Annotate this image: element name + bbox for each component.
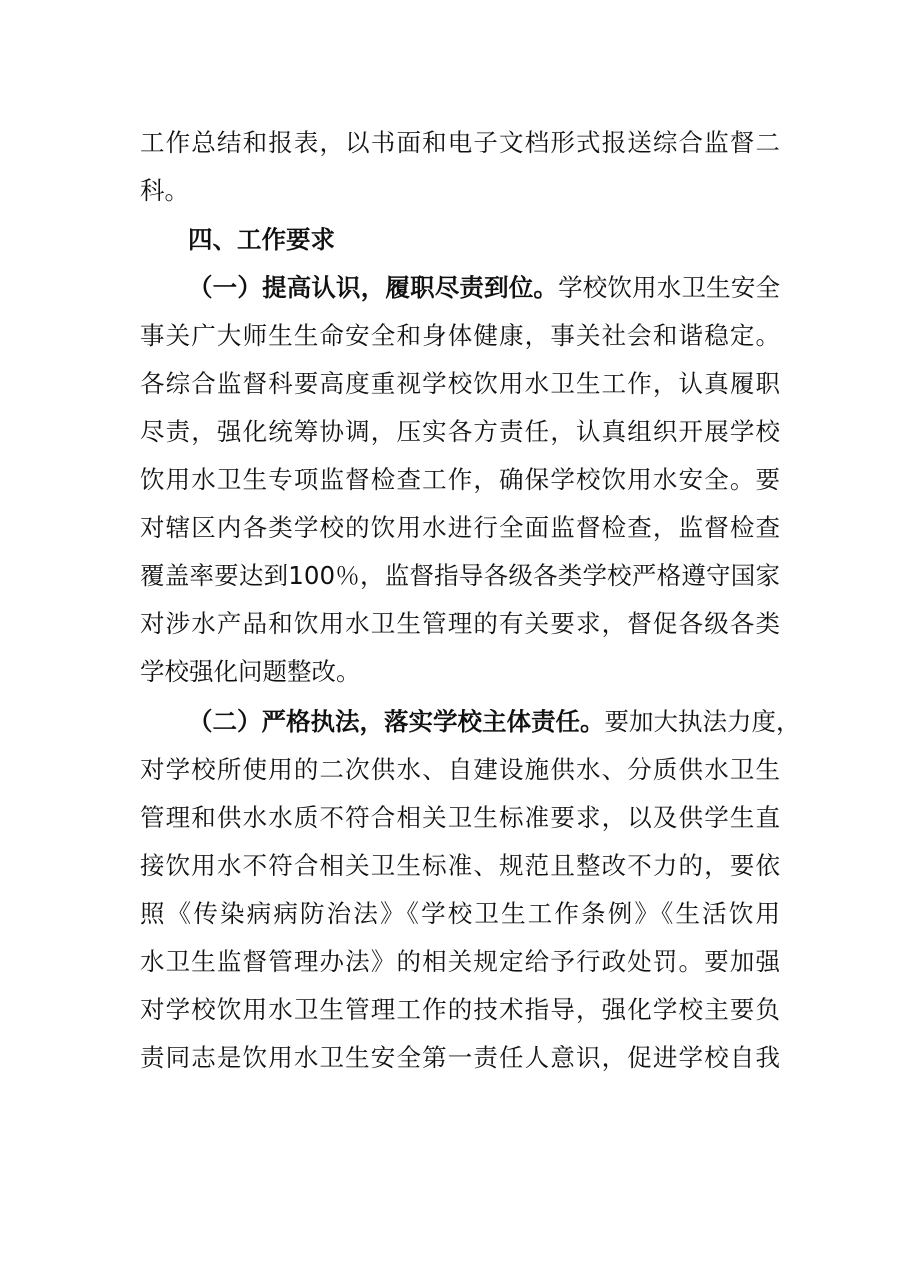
- subsection-title: （二）严格执法，落实学校主体责任。: [188, 707, 605, 736]
- paragraph-line: 覆盖率要达到100％，监督指导各级各类学校严格遵守国家: [140, 561, 780, 590]
- paragraph-line: 对学校饮用水卫生管理工作的技术指导，强化学校主要负: [140, 995, 780, 1024]
- paragraph-line: 事关广大师生生命安全和身体健康，事关社会和谐稳定。: [140, 321, 780, 350]
- subsection-text: 学校饮用水卫生安全: [558, 273, 780, 302]
- paragraph-line: 饮用水卫生专项监督检查工作，确保学校饮用水安全。要: [140, 465, 780, 494]
- paragraph-line: 尽责，强化统筹协调，压实各方责任，认真组织开展学校: [140, 417, 780, 446]
- section-heading: 四、工作要求: [188, 225, 335, 254]
- paragraph-line: 各综合监督科要高度重视学校饮用水卫生工作，认真履职: [140, 369, 780, 398]
- subsection-text: 要加大执法力度，: [604, 707, 801, 736]
- subsection-first-line: [188, 707, 801, 737]
- paragraph-line: 工作总结和报表，以书面和电子文档形式报送综合监督二: [140, 128, 780, 157]
- subsection-title: （一）提高认识，履职尽责到位。: [188, 273, 559, 302]
- subsection-first-line: [188, 273, 780, 303]
- paragraph-line: 科。: [140, 176, 189, 205]
- paragraph-line: 接饮用水不符合相关卫生标准、规范且整改不力的，要依: [140, 851, 780, 880]
- paragraph-line: 管理和供水水质不符合相关卫生标准要求，以及供学生直: [140, 803, 780, 832]
- paragraph-line: 照《传染病病防治法》《学校卫生工作条例》《生活饮用: [140, 899, 780, 928]
- paragraph-line: 对辖区内各类学校的饮用水进行全面监督检查，监督检查: [140, 513, 780, 542]
- paragraph-line: 对学校所使用的二次供水、自建设施供水、分质供水卫生: [140, 755, 780, 784]
- paragraph-line: 水卫生监督管理办法》的相关规定给予行政处罚。要加强: [140, 947, 780, 976]
- paragraph-line: 责同志是饮用水卫生安全第一责任人意识，促进学校自我: [140, 1043, 780, 1072]
- paragraph-line: 学校强化问题整改。: [140, 657, 361, 686]
- paragraph-line: 对涉水产品和饮用水卫生管理的有关要求，督促各级各类: [140, 609, 780, 638]
